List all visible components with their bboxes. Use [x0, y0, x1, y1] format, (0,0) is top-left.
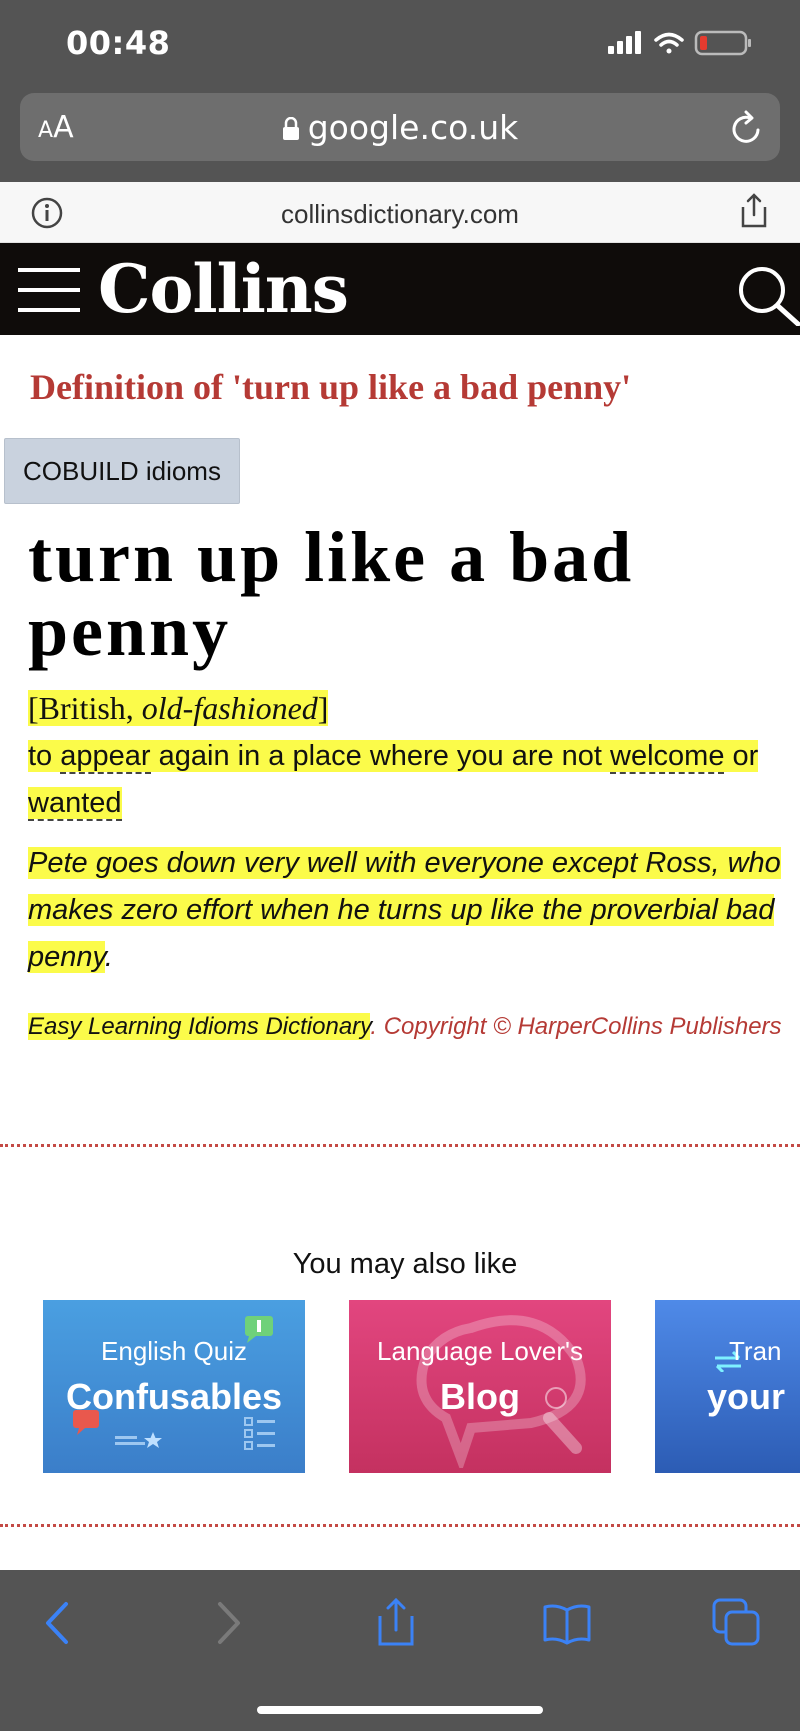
url-text: google.co.uk — [307, 108, 519, 147]
lock-icon — [282, 110, 300, 149]
wifi-icon — [656, 35, 682, 54]
word-link-welcome[interactable]: welcome — [610, 740, 725, 772]
signal-icon — [608, 31, 641, 54]
forward-icon[interactable] — [212, 1598, 246, 1653]
search-icon[interactable] — [738, 264, 800, 331]
tabs-icon[interactable] — [712, 1598, 762, 1653]
url-display[interactable] — [0, 108, 800, 149]
dictionary-tag[interactable]: COBUILD idioms — [4, 438, 240, 504]
card-line2: Blog — [440, 1376, 520, 1417]
source-credit: Easy Learning Idioms Dictionary. Copyright © HarperCollins Publishers — [28, 1013, 782, 1040]
card-english-quiz[interactable] — [43, 1300, 305, 1473]
card-line2: Confusables — [65, 1376, 283, 1417]
bookmarks-icon[interactable] — [542, 1598, 592, 1653]
back-icon[interactable] — [40, 1598, 74, 1653]
definition-title: Definition of 'turn up like a bad penny' — [30, 367, 632, 407]
word-link-appear[interactable]: appear — [60, 740, 151, 772]
site-domain: collinsdictionary.com — [281, 199, 519, 229]
status-time: 00:48 — [66, 24, 171, 62]
card-translate[interactable] — [655, 1300, 800, 1473]
share-icon[interactable] — [376, 1598, 416, 1653]
reload-icon[interactable] — [730, 110, 764, 151]
word-link-wanted[interactable]: wanted — [28, 787, 122, 819]
card-line1: Language Lover's — [377, 1336, 583, 1366]
menu-icon[interactable] — [18, 266, 82, 319]
card-line2: your — [707, 1376, 786, 1417]
headword: turn up like a bad penny — [28, 517, 635, 671]
checklist-icon — [243, 1416, 277, 1452]
card-line1: English Quiz — [101, 1336, 247, 1366]
example-sentence: Pete goes down very well with everyone except Ross, who makes zero effort when he turns up like the proverbial bad penny. — [28, 847, 781, 973]
text-size-button[interactable]: AA — [38, 110, 74, 145]
battery-icon — [696, 32, 751, 54]
section-divider — [0, 1524, 800, 1527]
definition-text: to appear again in a place where you are not welcome or wanted — [28, 740, 759, 819]
collins-logo[interactable]: Collins — [98, 250, 348, 328]
status-icons — [608, 28, 758, 63]
share-icon[interactable] — [740, 193, 768, 234]
card-line1: Tran — [729, 1336, 782, 1366]
section-divider — [0, 1144, 800, 1147]
star-list-icon — [115, 1430, 165, 1450]
home-indicator[interactable] — [257, 1706, 543, 1714]
also-like-heading: You may also like — [292, 1248, 518, 1280]
usage-label: [British, old-fashioned] — [28, 690, 329, 726]
card-language-lovers-blog[interactable] — [349, 1300, 611, 1473]
